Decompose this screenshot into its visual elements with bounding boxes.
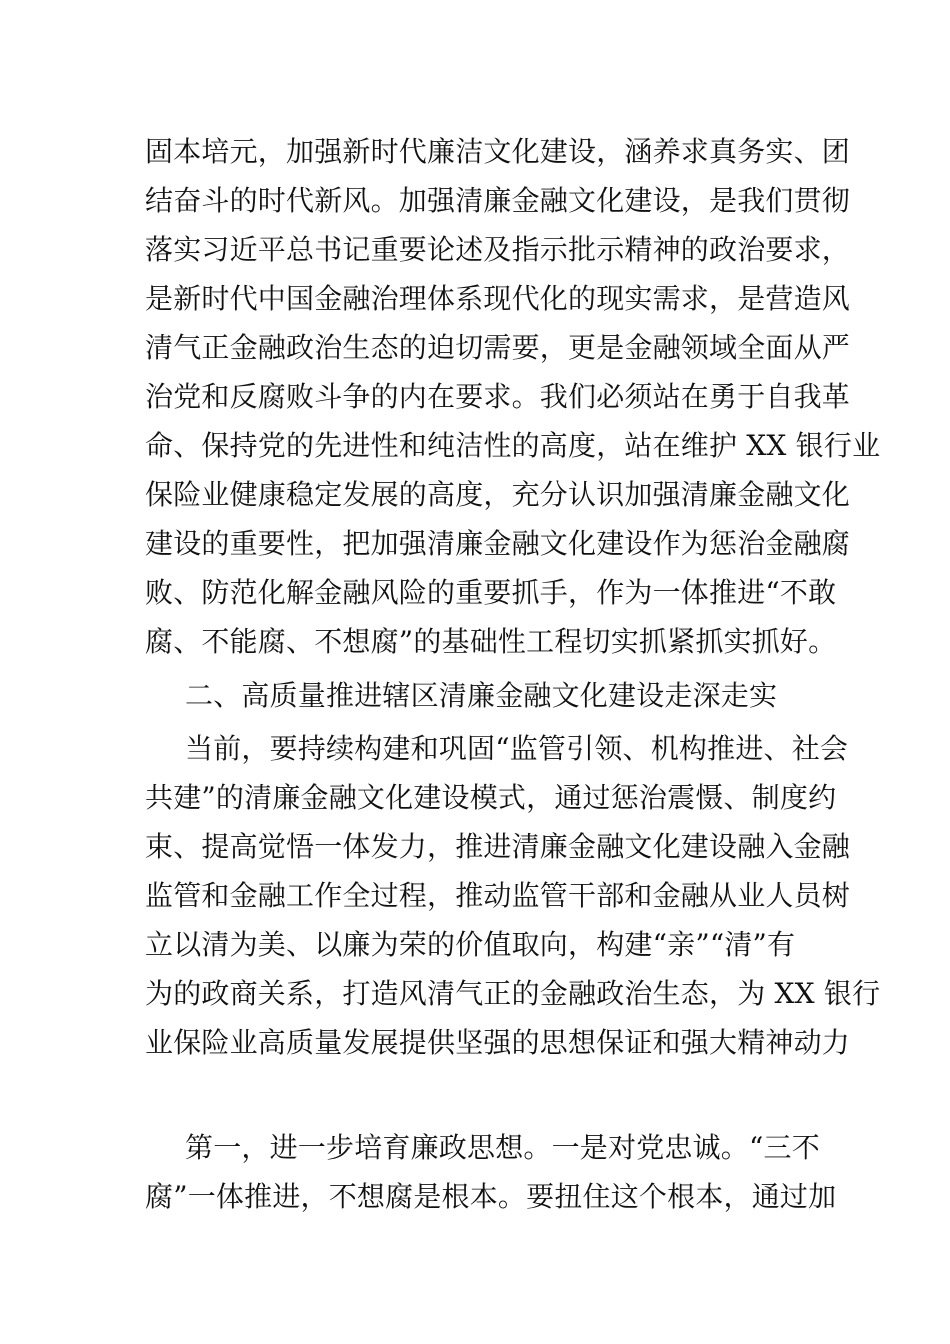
body-text-line: 保险业健康稳定发展的高度，充分认识加强清廉金融文化 <box>145 478 851 511</box>
section-heading: 二、高质量推进辖区清廉金融文化建设走深走实 <box>185 679 778 712</box>
body-text-line: 腐”一体推进，不想腐是根本。要扭住这个根本，通过加 <box>145 1180 837 1213</box>
body-text-line: 结奋斗的时代新风。加强清廉金融文化建设，是我们贯彻 <box>145 184 851 217</box>
body-text-line: 共建”的清廉金融文化建设模式，通过惩治震慑、制度约 <box>145 781 837 814</box>
body-text-line: 当前，要持续构建和巩固“监管引领、机构推进、社会 <box>185 732 849 765</box>
body-text-line: 为的政商关系，打造风清气正的金融政治生态，为 XX 银行 <box>145 977 881 1010</box>
body-text-line: 固本培元，加强新时代廉洁文化建设，涵养求真务实、团 <box>145 135 851 168</box>
body-text-line: 命、保持党的先进性和纯洁性的高度，站在维护 XX 银行业 <box>145 429 881 462</box>
body-text-line: 建设的重要性，把加强清廉金融文化建设作为惩治金融腐 <box>145 527 851 560</box>
body-text-line: 是新时代中国金融治理体系现代化的现实需求，是营造风 <box>145 282 851 315</box>
body-text-line: 败、防范化解金融风险的重要抓手，作为一体推进“不敢 <box>145 576 837 609</box>
body-text-line: 立以清为美、以廉为荣的价值取向，构建“亲”“清”有 <box>145 928 796 961</box>
body-text-line: 腐、不能腐、不想腐”的基础性工程切实抓紧抓实抓好。 <box>145 625 837 658</box>
body-text-line: 第一，进一步培育廉政思想。一是对党忠诚。“三不 <box>185 1131 820 1164</box>
body-text-line: 束、提高觉悟一体发力，推进清廉金融文化建设融入金融 <box>145 830 851 863</box>
body-text-line: 监管和金融工作全过程，推动监管干部和金融从业人员树 <box>145 879 851 912</box>
body-text-line: 落实习近平总书记重要论述及指示批示精神的政治要求， <box>145 233 851 266</box>
body-text-line: 清气正金融政治生态的迫切需要，更是金融领域全面从严 <box>145 331 851 364</box>
body-text-line: 治党和反腐败斗争的内在要求。我们必须站在勇于自我革 <box>145 380 851 413</box>
body-text-line: 业保险业高质量发展提供坚强的思想保证和强大精神动力 <box>145 1026 851 1059</box>
